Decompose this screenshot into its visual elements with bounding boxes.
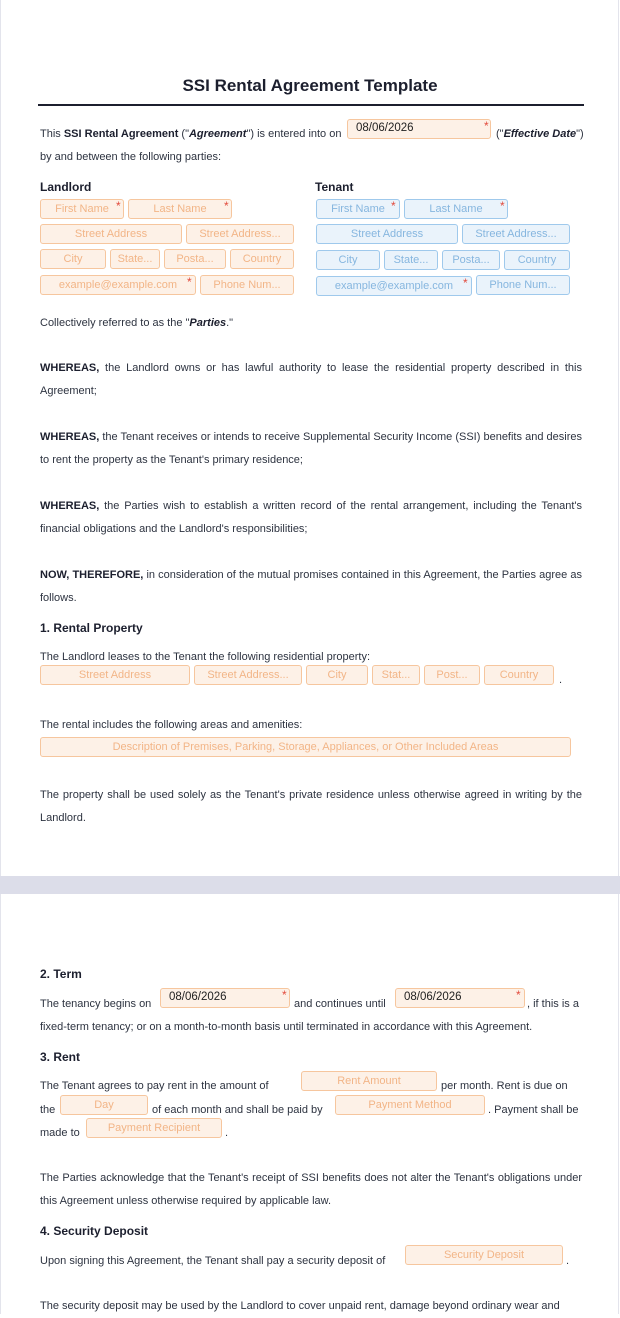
landlord-first-name-field[interactable]: First Name xyxy=(40,199,124,219)
term-fixed-text: , if this is a xyxy=(527,998,579,1010)
tenant-postal-field[interactable]: Posta... xyxy=(442,250,500,270)
title-divider xyxy=(38,104,584,106)
tenant-last-name-field[interactable]: Last Name xyxy=(404,199,508,219)
required-marker: * xyxy=(516,988,521,1002)
payment-method-field[interactable]: Payment Method xyxy=(335,1095,485,1115)
intro-line-2: by and between the following parties: xyxy=(40,151,222,163)
property-postal-field[interactable]: Post... xyxy=(424,665,480,685)
period: . xyxy=(559,674,563,686)
term-begins-text: The tenancy begins on xyxy=(40,998,152,1010)
tenant-street-address-field[interactable]: Street Address xyxy=(316,224,458,244)
rent-shall-be-text: . Payment shall be xyxy=(488,1104,579,1116)
section-2-heading: 2. Term xyxy=(40,967,82,981)
landlord-phone-field[interactable]: Phone Num... xyxy=(200,275,294,295)
term-end-date-field[interactable]: 08/06/2026 xyxy=(395,988,525,1008)
rent-amount-field[interactable]: Rent Amount xyxy=(301,1071,437,1091)
required-marker: * xyxy=(282,988,287,1002)
rent-the-text: the xyxy=(40,1104,56,1116)
required-marker: * xyxy=(116,199,121,213)
required-marker: * xyxy=(187,275,192,289)
term-continues-text: and continues until xyxy=(294,998,386,1010)
property-street-address-field[interactable]: Street Address xyxy=(40,665,190,685)
property-country-field[interactable]: Country xyxy=(484,665,554,685)
required-marker: * xyxy=(484,119,489,133)
tenant-country-field[interactable]: Country xyxy=(504,250,570,270)
landlord-city-field[interactable]: City xyxy=(40,249,106,269)
required-marker: * xyxy=(500,199,505,213)
section-3-heading: 3. Rent xyxy=(40,1050,81,1064)
landlord-street-address-field[interactable]: Street Address xyxy=(40,224,182,244)
intro-line-1: This SSI Rental Agreement ("Agreement") is entered into on xyxy=(40,128,342,140)
amenities-text: The rental includes the following areas and amenities: xyxy=(40,719,303,731)
whereas-clause-2: WHEREAS, the Tenant receives or intends to receive Supplemental Security Income (SSI) benefits and desires to rent the property as the Tenant's primary residence; xyxy=(40,431,582,466)
period: . xyxy=(566,1255,570,1267)
ssi-acknowledgment-text: The Parties acknowledge that the Tenant's receipt of SSI benefits does not alter the Tenant's obligations under this Agreement unless otherwise required by applicable law. xyxy=(40,1172,582,1207)
landlord-last-name-field[interactable]: Last Name xyxy=(128,199,232,219)
lease-text: The Landlord leases to the Tenant the following residential property: xyxy=(40,651,371,663)
landlord-postal-field[interactable]: Posta... xyxy=(164,249,226,269)
deposit-text: Upon signing this Agreement, the Tenant shall pay a security deposit of xyxy=(40,1255,386,1267)
tenant-city-field[interactable]: City xyxy=(316,250,380,270)
property-state-field[interactable]: Stat... xyxy=(372,665,420,685)
effective-date-label: ("Effective Date") xyxy=(496,128,584,140)
landlord-heading: Landlord xyxy=(40,180,92,194)
rent-per-month-text: per month. Rent is due on xyxy=(441,1080,568,1092)
amenities-field[interactable]: Description of Premises, Parking, Storage, Appliances, or Other Included Areas xyxy=(40,737,571,757)
rent-day-field[interactable]: Day xyxy=(60,1095,148,1115)
tenant-email-field[interactable]: example@example.com xyxy=(316,276,472,296)
use-text: The property shall be used solely as the Tenant's private residence unless otherwise agreed in writing by the Landlord. xyxy=(40,789,582,824)
effective-date-field[interactable]: 08/06/2026 xyxy=(347,119,491,139)
landlord-country-field[interactable]: Country xyxy=(230,249,294,269)
section-4-heading: 4. Security Deposit xyxy=(40,1224,149,1238)
section-1-heading: 1. Rental Property xyxy=(40,621,143,635)
parties-line: Collectively referred to as the "Parties." xyxy=(40,317,234,329)
term-start-date-field[interactable]: 08/06/2026 xyxy=(160,988,290,1008)
whereas-clause-1: WHEREAS, the Landlord owns or has lawful authority to lease the residential property described in this Agreement; xyxy=(40,362,582,397)
tenant-state-field[interactable]: State... xyxy=(384,250,438,270)
page-separator xyxy=(0,876,620,894)
term-line-2: fixed-term tenancy; or on a month-to-month basis until terminated in accordance with this Agreement. xyxy=(40,1021,533,1033)
document-title: SSI Rental Agreement Template xyxy=(182,76,438,95)
period: . xyxy=(225,1127,229,1139)
rent-pay-text: The Tenant agrees to pay rent in the amount of xyxy=(40,1080,269,1092)
now-therefore-clause: NOW, THEREFORE, in consideration of the mutual promises contained in this Agreement, the Parties agree as follows. xyxy=(40,569,582,604)
whereas-clause-3: WHEREAS, the Parties wish to establish a written record of the rental arrangement, including the Tenant's financial obligations and the Landlord's responsibilities; xyxy=(40,500,582,535)
landlord-email-field[interactable]: example@example.com xyxy=(40,275,196,295)
tenant-street-address-2-field[interactable]: Street Address... xyxy=(462,224,570,244)
property-city-field[interactable]: City xyxy=(306,665,368,685)
landlord-state-field[interactable]: State... xyxy=(110,249,160,269)
required-marker: * xyxy=(224,199,229,213)
required-marker: * xyxy=(391,199,396,213)
rent-each-month-text: of each month and shall be paid by xyxy=(152,1104,323,1116)
landlord-street-address-2-field[interactable]: Street Address... xyxy=(186,224,294,244)
property-street-address-2-field[interactable]: Street Address... xyxy=(194,665,302,685)
required-marker: * xyxy=(463,276,468,290)
security-deposit-field[interactable]: Security Deposit xyxy=(405,1245,563,1265)
payment-recipient-field[interactable]: Payment Recipient xyxy=(86,1118,222,1138)
tenant-heading: Tenant xyxy=(315,180,354,194)
deposit-usage-text: The security deposit may be used by the Landlord to cover unpaid rent, damage beyond ordinary wear and xyxy=(40,1300,560,1312)
rent-made-to-text: made to xyxy=(40,1127,80,1139)
tenant-first-name-field[interactable]: First Name xyxy=(316,199,400,219)
tenant-phone-field[interactable]: Phone Num... xyxy=(476,275,570,295)
